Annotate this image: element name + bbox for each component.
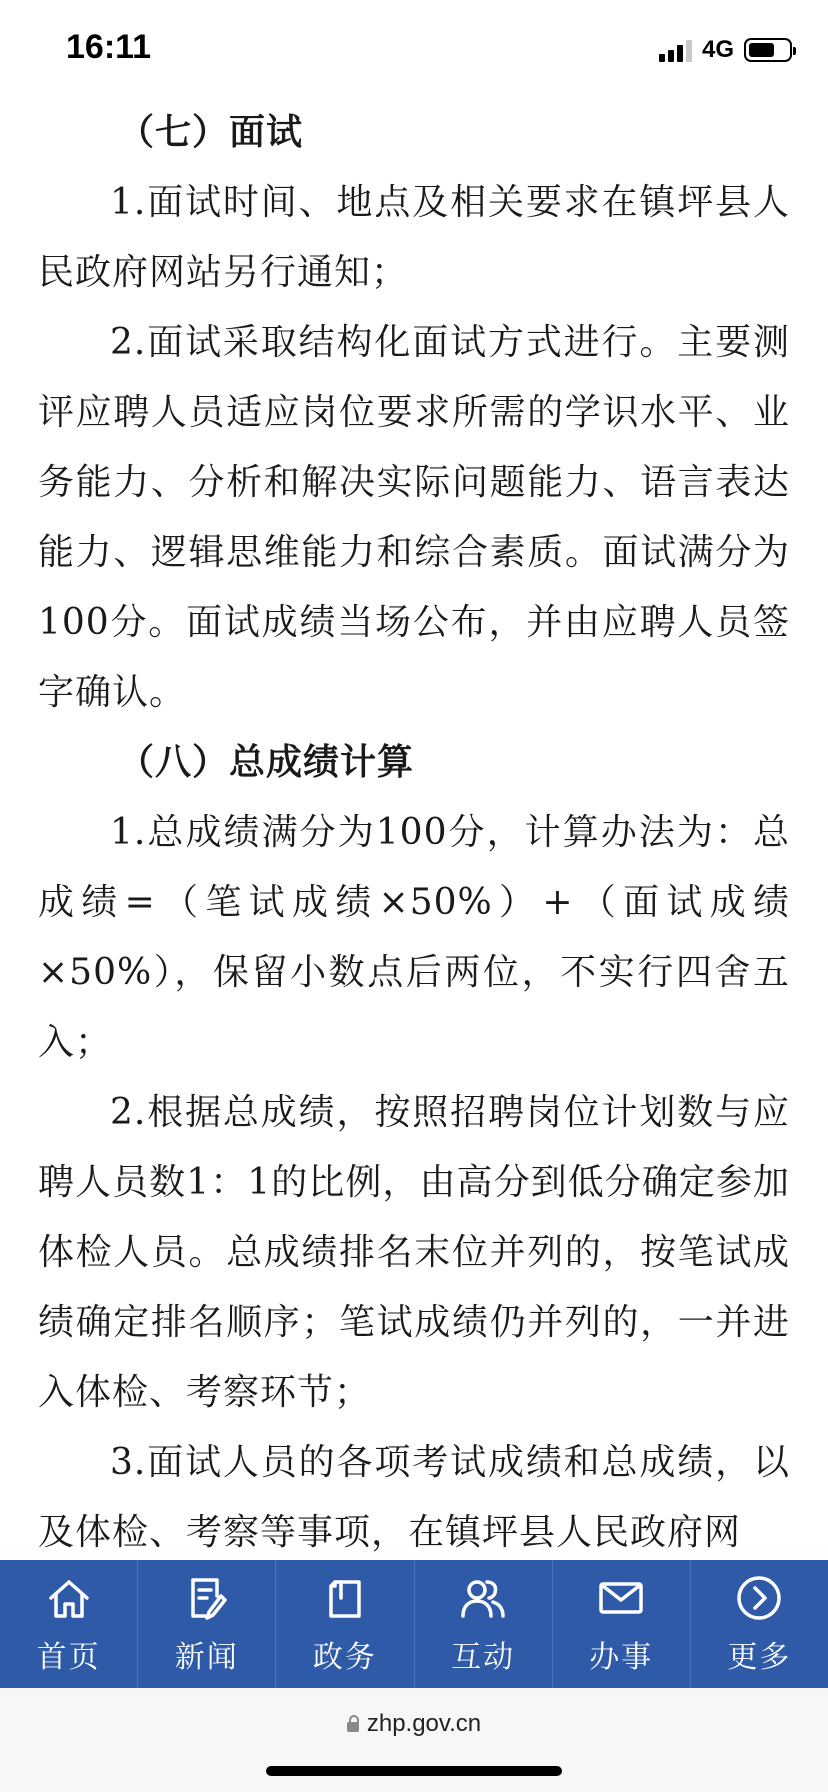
nav-item-services[interactable] xyxy=(553,1560,691,1688)
paragraph: 2.根据总成绩，按照招聘岗位计划数与应聘人员数1：1的比例，由高分到低分确定参加体检人员。总成绩排名末位并列的，按笔试成绩确定排名顺序；笔试成绩仍并列的，一并进入体检、考察环节； xyxy=(38,1092,790,1413)
section-heading-interview: （七）面试 xyxy=(118,112,304,153)
document-icon xyxy=(319,1572,371,1624)
nav-item-home[interactable] xyxy=(0,1560,138,1688)
section-heading-total-score: （八）总成绩计算 xyxy=(118,742,415,783)
nav-label: 新闻 xyxy=(174,1640,239,1675)
paragraph: 2.面试采取结构化面试方式进行。主要测评应聘人员适应岗位要求所需的学识水平、业务能力、分析和解决实际问题能力、语言表达能力、逻辑思维能力和综合素质。面试满分为100分。面试成绩当场公布，并由应聘人员签字确认。 xyxy=(38,322,790,713)
url-text: zhp.gov.cn xyxy=(366,1710,482,1737)
paragraph: 3.面试人员的各项考试成绩和总成绩，以及体检、考察等事项，在镇坪县人民政府网 xyxy=(38,1442,790,1553)
nav-label: 首页 xyxy=(36,1640,101,1675)
url-display[interactable] xyxy=(0,1710,828,1738)
paragraph: 1.总成绩满分为100分，计算办法为：总成绩=（笔试成绩×50%）+（面试成绩×50%），保留小数点后两位，不实行四舍五入； xyxy=(38,812,790,1063)
nav-item-government[interactable] xyxy=(276,1560,414,1688)
status-time: 16:11 xyxy=(66,28,152,66)
mail-icon xyxy=(595,1572,647,1624)
status-indicators xyxy=(659,36,792,64)
users-icon xyxy=(457,1572,509,1624)
nav-label: 政务 xyxy=(312,1640,377,1675)
lock-icon xyxy=(347,1722,359,1732)
article-content xyxy=(38,98,790,1568)
battery-icon xyxy=(744,38,792,62)
signal-strength-icon xyxy=(659,38,692,62)
nav-label: 办事 xyxy=(589,1640,654,1675)
chevron-right-circle-icon xyxy=(733,1572,785,1624)
nav-item-interaction[interactable] xyxy=(415,1560,553,1688)
browser-url-bar[interactable] xyxy=(0,1688,828,1792)
nav-item-more[interactable] xyxy=(691,1560,828,1688)
network-type: 4G xyxy=(701,36,734,63)
home-icon xyxy=(43,1572,95,1624)
bottom-navigation xyxy=(0,1560,828,1688)
nav-label: 互动 xyxy=(451,1640,516,1675)
news-icon xyxy=(181,1572,233,1624)
nav-item-news[interactable] xyxy=(138,1560,276,1688)
status-bar xyxy=(0,0,828,100)
nav-label: 更多 xyxy=(727,1640,792,1675)
home-indicator[interactable] xyxy=(266,1766,562,1776)
paragraph: 1.面试时间、地点及相关要求在镇坪县人民政府网站另行通知； xyxy=(38,182,790,293)
